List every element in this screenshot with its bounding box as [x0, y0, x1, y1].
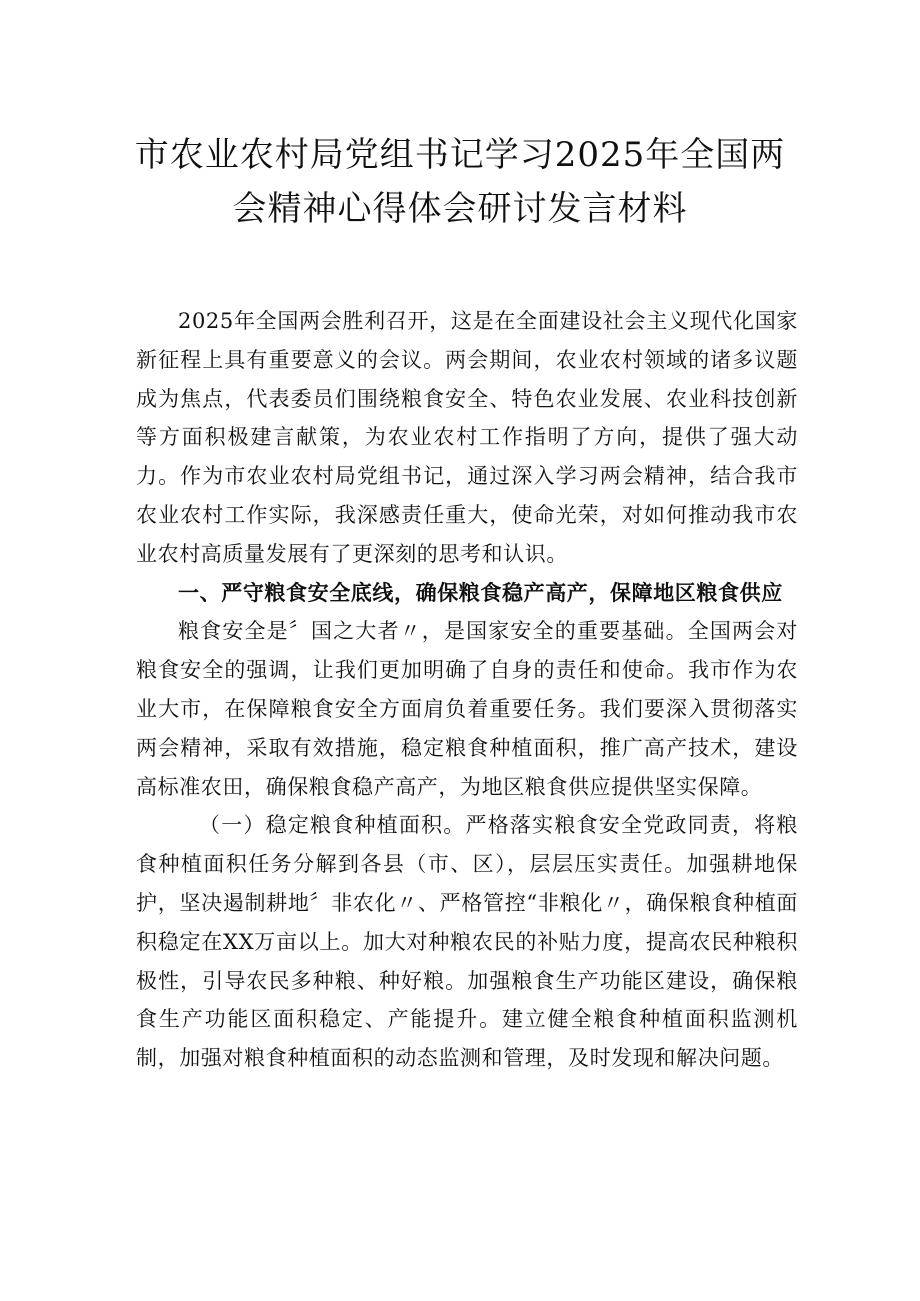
title-line-1: 市农业农村局党组书记学习2025年全国两 — [134, 135, 786, 175]
intro-paragraph: 2025年全国两会胜利召开，这是在全面建设社会主义现代化国家新征程上具有重要意义的会议。两会期间，农业农村领域的诸多议题成为焦点，代表委员们围绕粮食安全、特色农业发展、农业科技创新等方面积极建言献策，为农业农村工作指明了方向，提供了强大动力。作为市农业农村局党组书记，通过深入学习两会精神，结合我市农业农村工作实际，我深感责任重大，使命光荣，对如何推动我市农业农村高质量发展有了更深刻的思考和认识。 — [136, 309, 798, 566]
subsection-1-paragraph: （一）稳定粮食种植面积。严格落实粮食安全党政同责，将粮食种植面积任务分解到各县（市、区），层层压实责任。加强耕地保护，坚决遏制耕地〞非农化〃、严格管控“非粮化〃，确保粮食种植面积稳定在XX万亩以上。加大对种粮农民的补贴力度，提高农民种粮积极性，引导农民多种粮、种好粮。加强粮食生产功能区建设，确保粮食生产功能区面积稳定、产能提升。建立健全粮食种植面积监测机制，加强对粮食种植面积的动态监测和管理，及时发现和解决问题。 — [136, 813, 798, 1071]
document-title — [110, 128, 810, 236]
title-line-2: 会精神心得体会研讨发言材料 — [232, 189, 688, 229]
document-body — [136, 302, 798, 1078]
section-1-paragraph: 粮食安全是〞国之大者〃，是国家安全的重要基础。全国两会对粮食安全的强调，让我们更加明确了自身的责任和使命。我市作为农业大市，在保障粮食安全方面肩负着重要任务。我们要深入贯彻落实两会精神，采取有效措施，稳定粮食种植面积，推广高产技术，建设高标准农田，确保粮食稳产高产，为地区粮食供应提供坚实保障。 — [136, 619, 798, 799]
section-heading-1: 一、严守粮食安全底线，确保粮食稳产高产，保障地区粮食供应 — [178, 579, 783, 605]
